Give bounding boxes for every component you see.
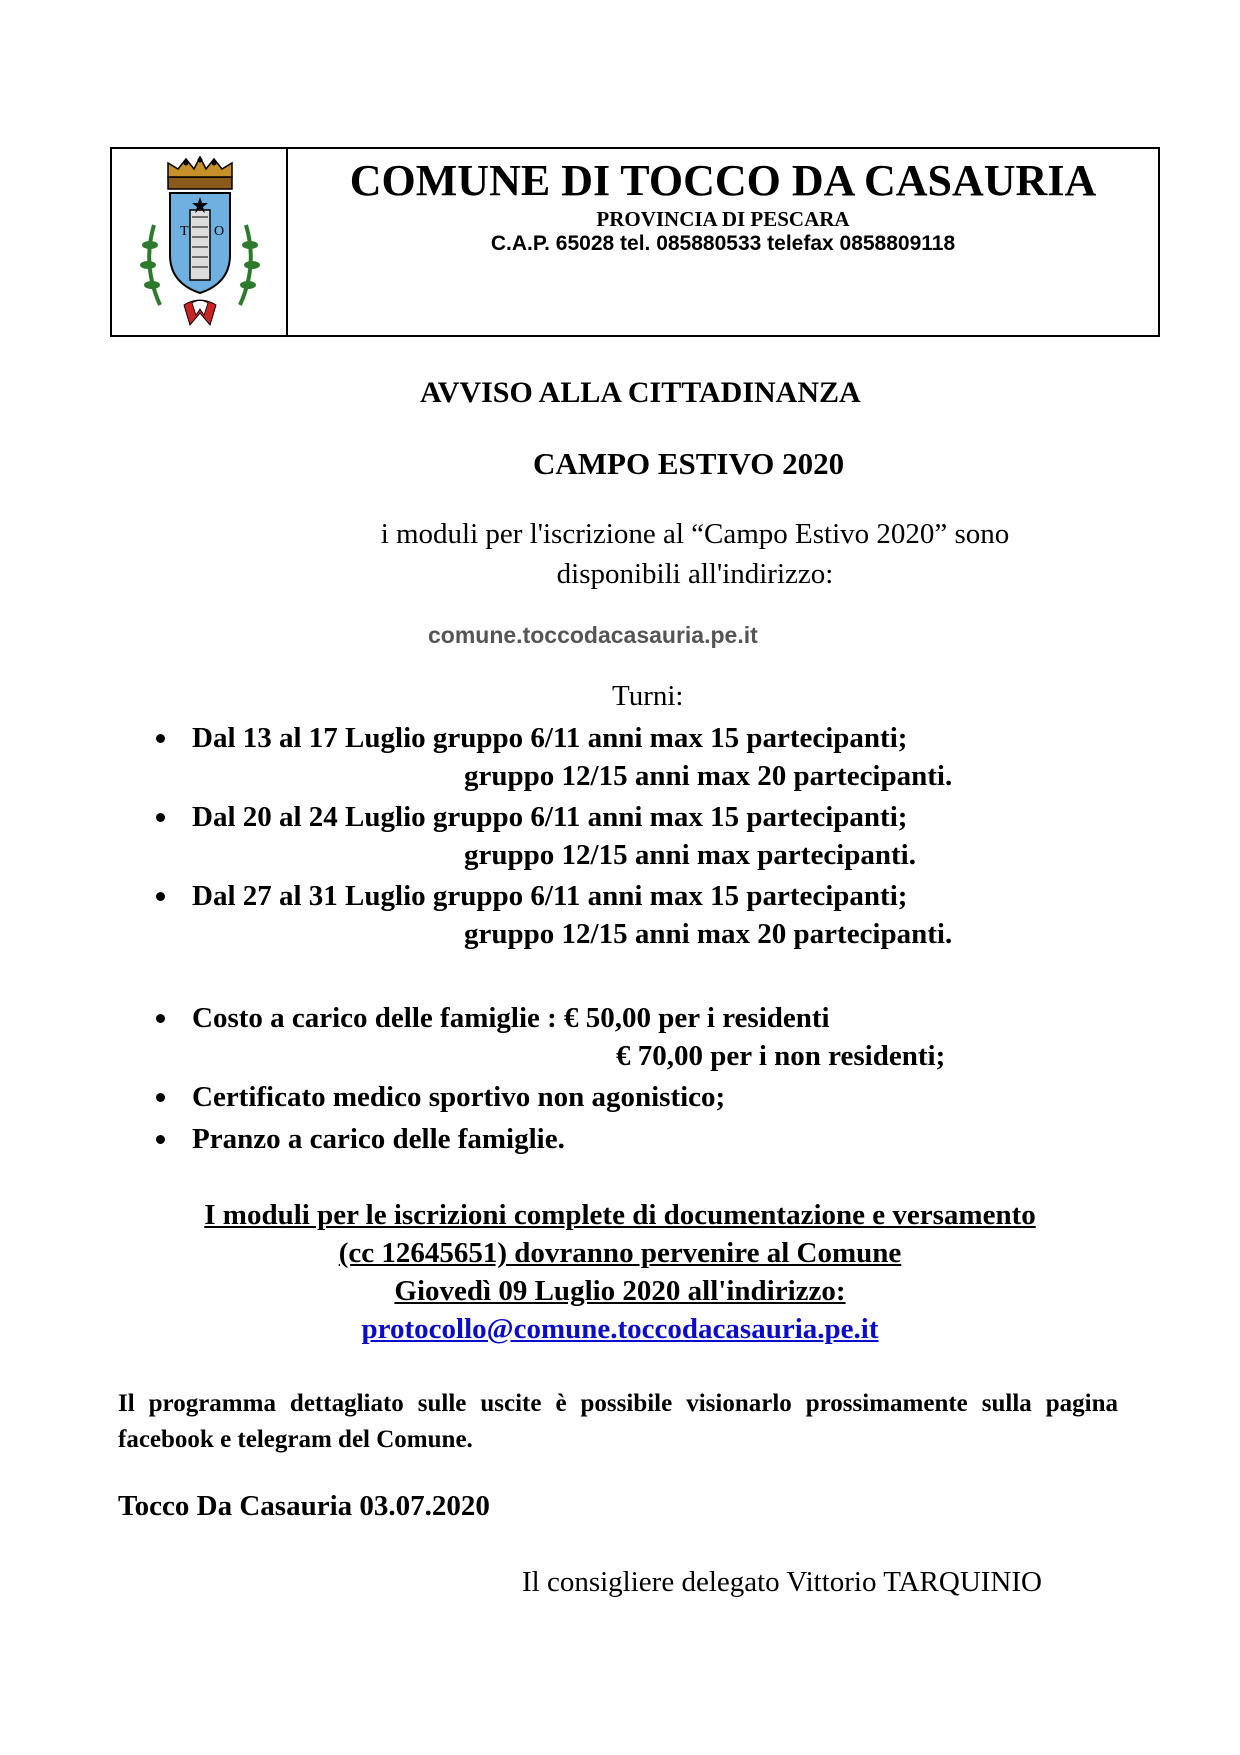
deadline-block (0, 1196, 1240, 1348)
notice-heading: AVVISO ALLA CITTADINANZA (420, 376, 861, 409)
website-link[interactable]: comune.toccodacasauria.pe.it (428, 622, 758, 648)
bullet-icon (156, 734, 165, 743)
deadline-line-2: (cc 12645651) dovranno pervenire al Comune (338, 1237, 902, 1269)
coat-of-arms-icon (130, 155, 270, 335)
intro-line-1: i moduli per l'iscrizione al “Campo Estivo 2020” sono (380, 518, 1010, 550)
lunch-item: Pranzo a carico delle famiglie. (192, 1123, 565, 1155)
deadline-line-3: Giovedì 09 Luglio 2020 all'indirizzo: (394, 1275, 846, 1307)
turno-1-line-1: Dal 13 al 17 Luglio gruppo 6/11 anni max 15 partecipanti; (192, 722, 908, 754)
crest-letter-o: O (214, 224, 225, 239)
bullet-icon (156, 1135, 165, 1144)
turno-2-line-2: gruppo 12/15 anni max partecipanti. (464, 839, 916, 871)
municipality-title: COMUNE DI TOCCO DA CASAURIA (349, 156, 1097, 205)
signature: Il consigliere delegato Vittorio TARQUINIO (522, 1566, 1042, 1598)
turni-label: Turni: (612, 680, 684, 712)
intro-line-2: disponibili all'indirizzo: (556, 558, 834, 590)
notice-subheading: CAMPO ESTIVO 2020 (533, 446, 845, 481)
bullet-icon (156, 1014, 165, 1023)
intro-text (340, 514, 1050, 594)
protocol-email-link[interactable]: protocollo@comune.toccodacasauria.pe.it (361, 1313, 879, 1345)
bullet-icon (156, 813, 165, 822)
province-label: PROVINCIA DI PESCARA (596, 207, 850, 231)
turno-1-line-2: gruppo 12/15 anni max 20 partecipanti. (464, 760, 953, 792)
place-date: Tocco Da Casauria 03.07.2020 (118, 1490, 490, 1522)
turno-3-line-2: gruppo 12/15 anni max 20 partecipanti. (464, 918, 953, 950)
bullet-icon (156, 892, 165, 901)
crest-letter-t: T (180, 224, 189, 239)
certificate-item: Certificato medico sportivo non agonistico; (192, 1081, 726, 1113)
program-note: Il programma dettagliato sulle uscite è possibile visionarlo prossimamente sulla pagina facebook e telegram del Comune. (118, 1390, 1118, 1453)
cost-line-1: Costo a carico delle famiglie : € 50,00 per i residenti (192, 1002, 830, 1034)
cost-line-2: € 70,00 per i non residenti; (616, 1040, 946, 1072)
letterhead (110, 147, 1160, 337)
crest-cell (112, 149, 288, 335)
bullet-icon (156, 1093, 165, 1102)
turno-2-line-1: Dal 20 al 24 Luglio gruppo 6/11 anni max 15 partecipanti; (192, 801, 908, 833)
deadline-line-1: I moduli per le iscrizioni complete di documentazione e versamento (204, 1199, 1036, 1231)
contact-info: C.A.P. 65028 tel. 085880533 telefax 0858809118 (490, 232, 956, 255)
turno-3-line-1: Dal 27 al 31 Luglio gruppo 6/11 anni max 15 partecipanti; (192, 880, 908, 912)
